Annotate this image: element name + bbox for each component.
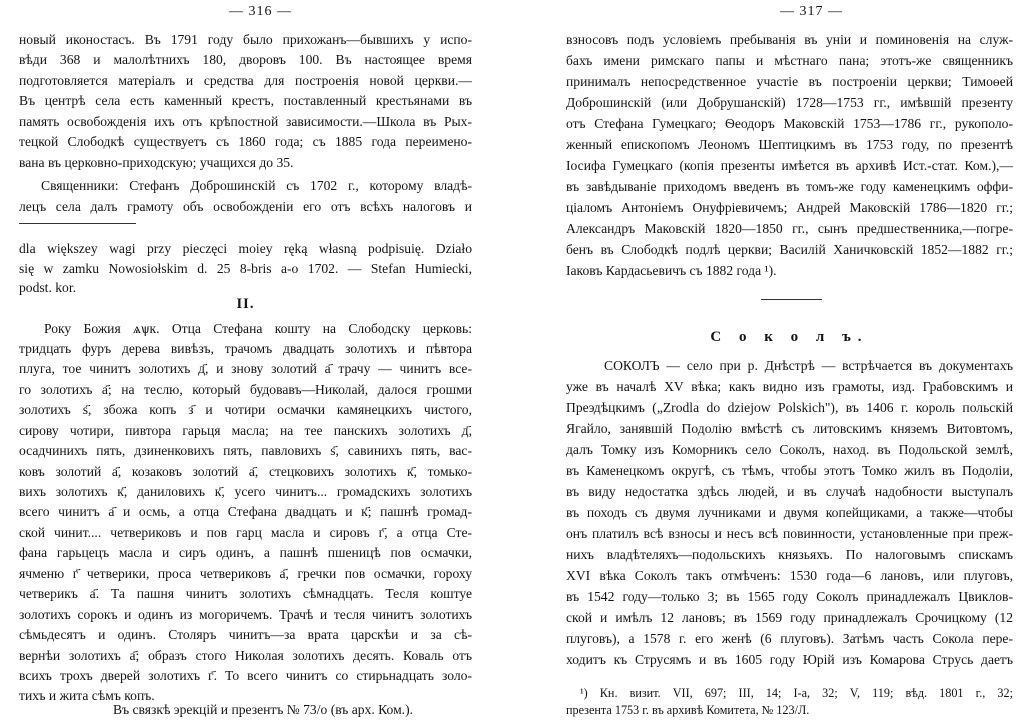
text-line: ской чинит.... четвериковъ и пов гарц масла и сировъ г҃, а отца Сте- [19,525,472,540]
text-line: ходитъ къ Струсямъ и въ 1605 году Юрій изъ Комарова Струсь даетъ [566,652,1013,667]
polish-line: dla większey wagi przy pieczęci moiey ręką własną podpisuię. Działo [19,241,472,256]
text-line: въ виду недостатка здѣсь людей, и въ случаѣ надобности выступалъ [566,484,1013,499]
text-line: ціаломъ Антоніемъ Онуфріевичемъ; Андрей Маковскій 1786—1820 гг.; [566,200,1013,215]
text-line: Въ связкѣ эрекцій и презентъ № 73/о (въ арх. Ком.). [113,702,414,717]
text-line: женный епископомъ Леономъ Шептицкимъ въ 1753 году, по презентѣ [566,137,1013,152]
text-line: XVI вѣка Соколъ такъ отмѣченъ: 1530 года—6 лановъ, или плуговъ, [566,568,1013,583]
polish-line: się w zamku Nowosiołskim d. 25 8-bris a-o 1702. — Stefan Humiecki, [19,261,472,276]
text-line: принималъ непосредственное участіе въ построеніи церкви; Тимоѳей [566,74,1013,89]
text-line: онъ платилъ всѣ взносы и несъ всѣ повинности, установленные при преж- [566,526,1013,541]
text-line: Доброшинскій (или Добрушанскій) 1728—1753 гг., имѣвшій презенту [566,95,1013,110]
text-line: СОКОЛЪ — село при р. Днѣстрѣ — встрѣчается въ документахъ [604,358,1013,373]
text-line: уже въ началѣ XV вѣка; какъ видно изъ грамоты, изд. Грабовскимъ и [566,379,1013,394]
text-line: ячменю г҃ четверики, проса четвериковъ а҃, гречки пов осмачки, гороху [19,566,472,581]
polish-line: podst. kor. [19,280,77,295]
section-heading: II. [236,296,255,312]
text-line: въ походъ съ двумя лучниками и двумя копейщиками, а также—чтобы [566,505,1013,520]
text-line: въ 1542 году—только 3; въ 1565 году Соколъ принадлежалъ Цвиклов- [566,589,1013,604]
left-page-number: — 316 — [229,4,292,19]
text-line: Ягайло, занявшій Подолію вмѣстѣ съ литовскимъ княземъ Витовтомъ, [566,421,1013,436]
text-line: осадчинихъ пять, дзиненковихъ пять, павловихъ ѕ҃, савиниxъ пять, вас- [19,443,472,458]
text-line: плуговъ), а 1578 г. его женѣ (6 плуговъ). Затѣмъ часть Сокола перe- [566,631,1013,646]
text-line: сирову чотири, пивтора гарьця масла; на тее панскихъ золотихъ д҃, [19,423,472,438]
text-line: золотихъ ѕ҃, збожа копъ з҃ и чотири осмачки камянецкихъ чистого, [19,402,472,417]
footnote-line: презента 1753 г. въ архивѣ Комитета, № 123/Л. [566,703,810,717]
text-line: вана въ церковно-приходскую; учащихся до 35. [19,155,294,170]
text-line: вѣди 368 и малолѣтнихъ 180, дворовъ 100. Въ настоящее время [19,52,472,67]
text-line: подготовляется матеріалъ и средства для построенія новой церкви.— [19,73,472,88]
text-line: всего чинитъ а҃ и осмь, а отца Стефана двадцать и к҃; пашнѣ громад- [19,504,472,519]
text-line: Іаковъ Кардасьевичъ съ 1882 года ¹). [566,263,777,278]
text-line: го золотихъ а҃; на теслю, который будовавъ—Николай, далося грошми [19,382,472,397]
text-line: тецкой Слободкѣ существуетъ съ 1860 года; съ 1885 года переимено- [19,134,472,149]
text-line: плуга, тое чинитъ золотихъ д҃, и знову золотий а҃ трачу — чинитъ все- [19,361,472,376]
text-line: ковъ золотий а҃, козаковъ золотий а҃, стецковихъ золотихъ к҃, томько- [19,464,472,479]
text-line: бенъ въ Слободкѣ подлѣ церкви; Василій Ханичковскій 1852—1882 гг.; [566,242,1013,257]
text-line: ской и имѣлъ 12 лановъ; въ 1569 году принадлежалъ Срочицкому (12 [566,610,1013,625]
text-line: нихъ владѣтеляхъ—подольскихъ князьяхъ. По налоговымъ спискамъ [566,547,1013,562]
text-line: въ завѣдываніе приходомъ введенъ въ томъ-же году каменецкимъ оффи- [566,179,1013,194]
text-line: далъ Томку изъ Коморникъ село Соколъ, наход. въ Подольской землѣ, [566,442,1013,457]
text-line: лецъ села далъ грамоту объ освобожденіи его отъ всѣхъ налоговъ и [19,199,472,214]
text-line: всихъ трохъ дверей золотихъ г҃. То всего чинитъ со стирьнадцать золо- [19,668,472,683]
text-line: сѣмьдесятъ и одинъ. Столяръ чинитъ—за врата царскѣи и за сѣ- [19,627,472,642]
text-line: бахъ имени римскаго папы и мѣстнаго пана; этотъ-же священникъ [566,53,1013,68]
text-line: Року Божия ѧѱк. Отца Стефана кошту на Слободску церковь: [44,321,472,336]
text-line: тихъ и жита сѣмъ копъ. [19,688,155,703]
text-line: фана гарьцецъ масла и сиръ одинъ, а пашнѣ пшеницѣ пов осмачки, [19,545,472,560]
section-divider [761,299,822,300]
text-line: новый иконостасъ. Въ 1791 году было прихожанъ—бывшихъ у испо- [19,32,472,47]
text-line: тридцать фуръ дерева вивѣзъ, трачомъ двадцать золотихъ и пѣвтора [19,341,472,356]
text-line: Іосифа Гумецкаго (копія презенты имѣется въ архивѣ Ист.-стат. Ком.),— [566,158,1013,173]
section-heading: С о к о л ъ. [710,329,869,345]
text-line: вихъ золотихъ к҃, даниловихъ к҃, усего чинитъ... громадскихъ золотихъ [19,484,472,499]
footnote-line: ¹) Кн. визит. VII, 697; III, 14; I-а, 32; V, 119; вѣд. 1801 г., 32; [580,686,1013,700]
text-line: золотихъ сорокъ и одинъ из могоричемъ. Трачѣ и тесля чинитъ золотихъ [19,607,472,622]
text-line: Преэдѣцкимъ („Zrodla do dziejow Polskich"), въ 1406 г. король польскій [566,400,1013,415]
footnote-separator [19,223,136,224]
right-page-number: — 317 — [780,4,843,19]
text-line: четверикъ а҃. Та пашня чинитъ золотихъ сѣмнадцать. Тесля коштуе [19,586,472,601]
text-line: Священники: Стефанъ Доброшинскій съ 1702 г., которому владѣ- [41,178,472,193]
text-line: вернѣи золотихъ а҃; образъ стого Николая золотихъ десять. Коваль отъ [19,648,472,663]
text-line: отъ Стефана Гумецкаго; Ѳеодоръ Маковскій 1753—1786 гг., рукополо- [566,116,1013,131]
text-line: Александръ Маковскій 1820—1850 гг., сынъ предшественника,—погре- [566,221,1013,236]
text-line: взносовъ подъ условіемъ пребыванія въ уніи и поминовенія на служ- [566,32,1013,47]
text-line: память освобожденія ихъ отъ крѣпостной зависимости.—Школа въ Рых- [19,114,472,129]
text-line: въ Каменецкомъ округѣ, съ тѣмъ, чтобы этотъ Томко жилъ въ Подоліи, [566,463,1013,478]
text-line: Въ центрѣ села есть каменный крестъ, поставленный крестьянами въ [19,93,472,108]
